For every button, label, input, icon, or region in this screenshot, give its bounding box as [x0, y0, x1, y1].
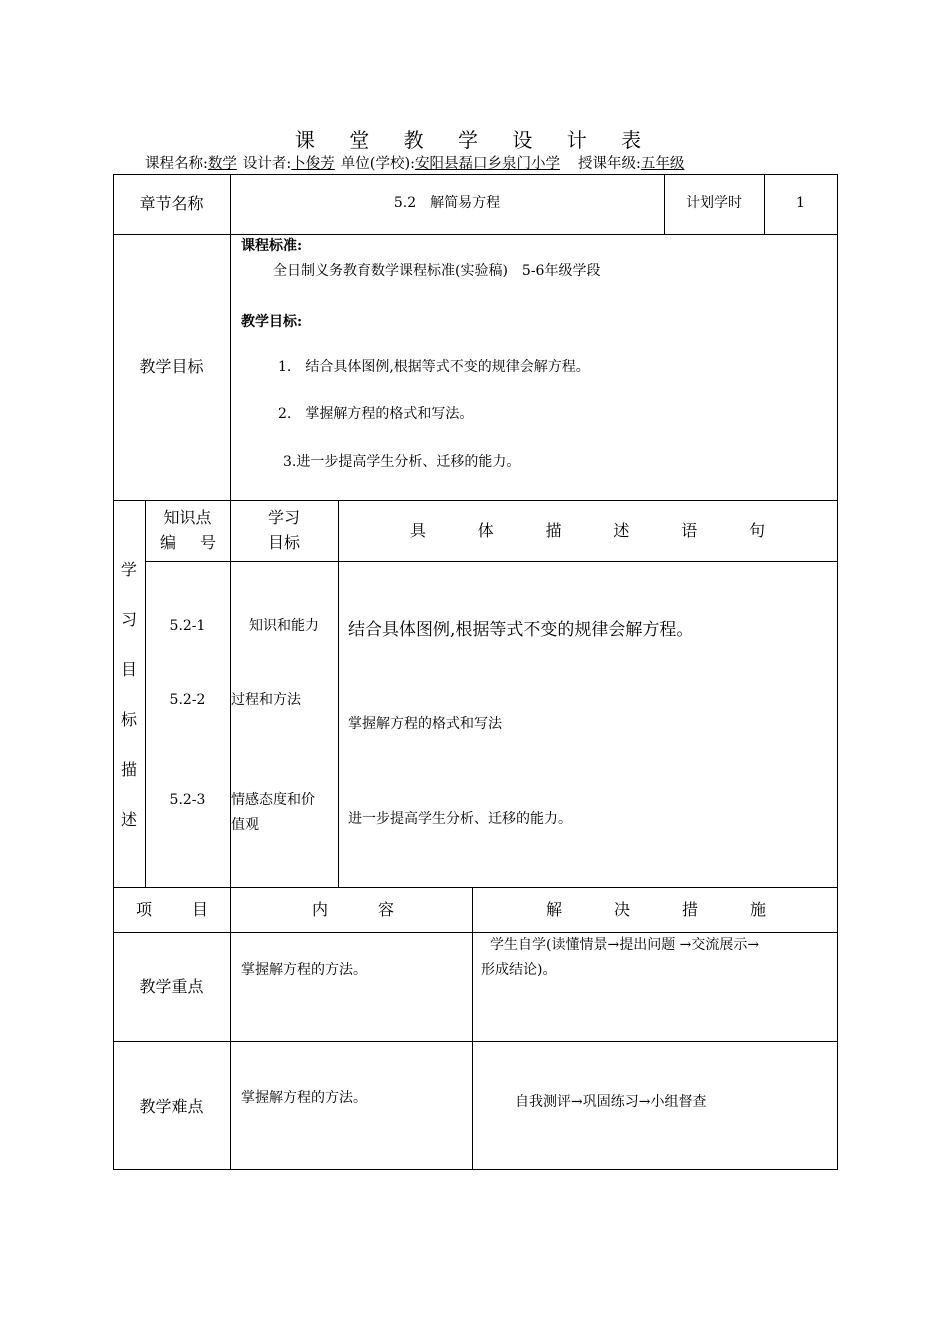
- col-knowledge-point: 知识点: [163, 508, 212, 527]
- page-title: 课 堂 教 学 设 计 表: [294, 128, 656, 152]
- goals-heading: 教学目标:: [241, 314, 303, 330]
- planned-hours-label: 计划学时: [686, 195, 742, 211]
- unit-label: 单位(学校):: [340, 156, 415, 172]
- designer-label: 设计者:: [242, 156, 292, 172]
- row-3-goal-line2: 值观: [231, 817, 259, 833]
- key-point-label: 教学重点: [139, 977, 204, 996]
- unit-value: 安阳县磊口乡泉门小学: [414, 156, 560, 172]
- row-1-goal: 知识和能力: [249, 618, 319, 634]
- row-1-desc: 结合具体图例,根据等式不变的规律会解方程。: [348, 620, 694, 640]
- chapter-label: 章节名称: [139, 194, 204, 213]
- difficult-point-label: 教学难点: [139, 1097, 204, 1116]
- difficult-point-measure: 自我测评→巩固练习→小组督查: [515, 1094, 707, 1110]
- course-info-line: [145, 152, 684, 173]
- row-2-id: 5.2-2: [169, 692, 206, 708]
- row-3-goal-line1: 情感态度和价: [231, 792, 315, 808]
- chapter-value: 5.2 解简易方程: [393, 195, 501, 211]
- row-3-desc: 进一步提高学生分析、迁移的能力。: [348, 811, 572, 827]
- standard-heading: 课程标准:: [241, 238, 303, 254]
- row-2-goal: 过程和方法: [231, 692, 301, 708]
- col-number: 编 号: [160, 533, 216, 552]
- row-2-desc: 掌握解方程的格式和写法: [348, 716, 502, 732]
- col-item: 项 目: [136, 900, 208, 919]
- col-content: 内 容: [312, 900, 394, 919]
- course-label: 课程名称:: [145, 156, 208, 172]
- course-value: 数学: [207, 156, 237, 172]
- key-point-content: 掌握解方程的方法。: [241, 962, 367, 978]
- goal-item-3: 3.进一步提高学生分析、迁移的能力。: [283, 454, 521, 470]
- planned-hours-value: 1: [796, 195, 805, 211]
- difficult-point-content: 掌握解方程的方法。: [241, 1090, 367, 1106]
- col-goal: 目标: [267, 533, 300, 552]
- key-point-measure-line1: 学生自学(读懂情景→提出问题 →交流展示→: [490, 937, 760, 953]
- col-description: 具 体 描 述 语 句: [410, 521, 765, 540]
- col-measure: 解 决 措 施: [546, 900, 766, 919]
- row-1-id: 5.2-1: [169, 618, 206, 634]
- row-3-id: 5.2-3: [169, 792, 206, 808]
- standard-text: 全日制义务教育数学课程标准(实验稿) 5-6年级学段: [273, 263, 601, 279]
- goal-item-1: 1. 结合具体图例,根据等式不变的规律会解方程。: [278, 359, 590, 375]
- designer-value: 卜俊芳: [291, 156, 335, 172]
- objectives-label: 教学目标: [139, 357, 204, 376]
- grade-label: 授课年级:: [577, 156, 641, 172]
- goal-item-2: 2. 掌握解方程的格式和写法。: [278, 406, 474, 422]
- key-point-measure-line2: 形成结论)。: [481, 962, 557, 978]
- grade-value: 五年级: [640, 156, 685, 172]
- col-learning: 学习: [267, 508, 300, 527]
